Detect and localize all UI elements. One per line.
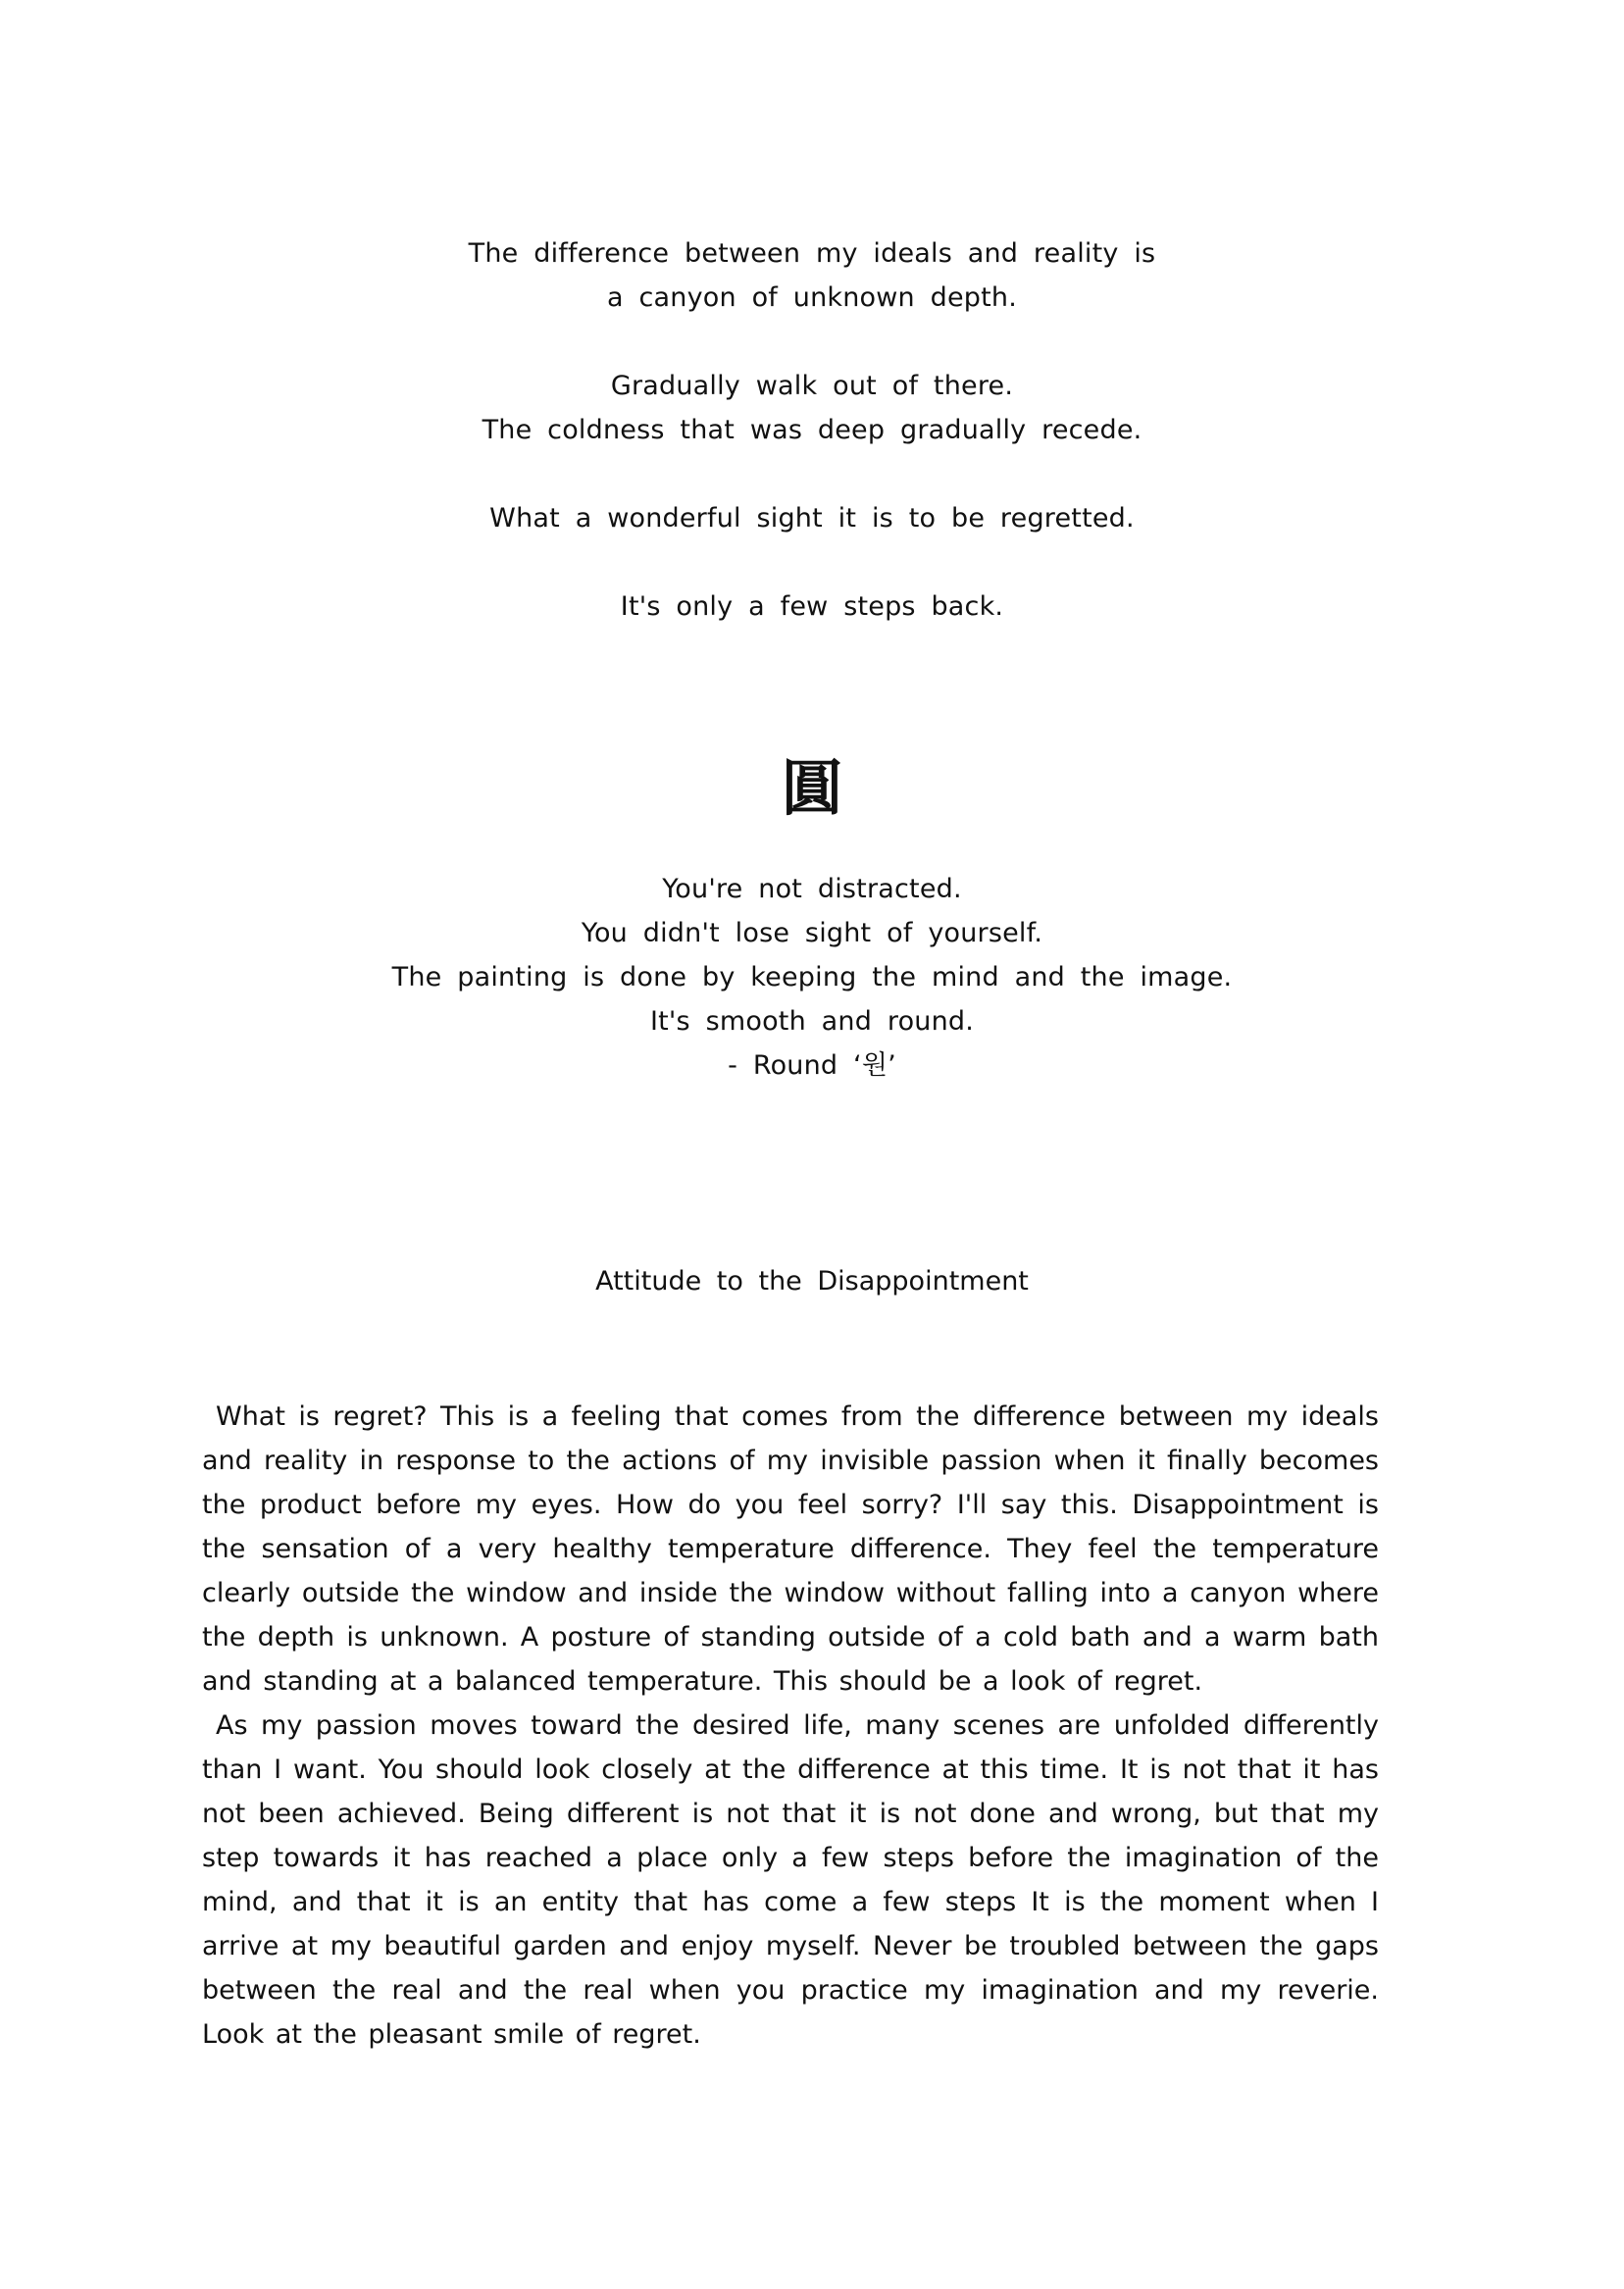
poem-two-line: You're not distracted.	[662, 874, 962, 904]
stanza-break	[0, 320, 1624, 364]
poem-one-line: a canyon of unknown depth.	[606, 282, 1018, 313]
essay-paragraph: What is regret? This is a feeling that comes from the difference between my ideals and reality in response to the actions of my invisible passion when it finally becomes the product before my eyes. How do you feel sorry? I'll say this. Disappointment is the sensation of a very healthy temperature difference. They feel the temperature clearly outside the window and inside the window without falling into a canyon where the depth is unknown. A posture of standing outside of a cold bath and a warm bath and standing at a balanced temperature. This should be a look of regret.	[202, 1401, 1379, 1697]
poem-two-line: You didn't lose sight of yourself.	[581, 918, 1043, 948]
essay-paragraph: As my passion moves toward the desired life, many scenes are unfolded differently than I want. You should look closely at the difference at this time. It is not that it has not been achieved. Being different is not that it is not done and wrong, but that my step towards it has reached a place only a few steps before the imagination of the mind, and that it is an entity that has come a few steps It is the moment when I arrive at my beautiful garden and enjoy myself. Never be troubled between the gaps between the real and the real when you practice my imagination and my reverie. Look at the pleasant smile of regret.	[202, 1710, 1379, 2050]
poem-two-line: The painting is done by keeping the mind and the image.	[391, 962, 1233, 992]
essay-body	[202, 1395, 1379, 2057]
round-character-emblem: 圓	[781, 752, 842, 824]
poem-two	[0, 867, 1624, 1088]
essay-title: Attitude to the Disappointment	[595, 1266, 1029, 1297]
stanza-break	[0, 452, 1624, 496]
poem-one-line: Gradually walk out of there.	[610, 371, 1014, 401]
poem-one-line: What a wonderful sight it is to be regretted.	[489, 503, 1135, 534]
poem-two-line: It's smooth and round.	[649, 1006, 975, 1037]
stanza-break	[0, 540, 1624, 585]
poem-one-line: The difference between my ideals and reality is	[468, 238, 1156, 269]
poem-two-attribution: - Round ‘원’	[728, 1050, 896, 1081]
poem-one-line: The coldness that was deep gradually recede.	[482, 415, 1142, 445]
poem-one-line: It's only a few steps back.	[620, 591, 1004, 622]
poem-one	[0, 231, 1624, 629]
